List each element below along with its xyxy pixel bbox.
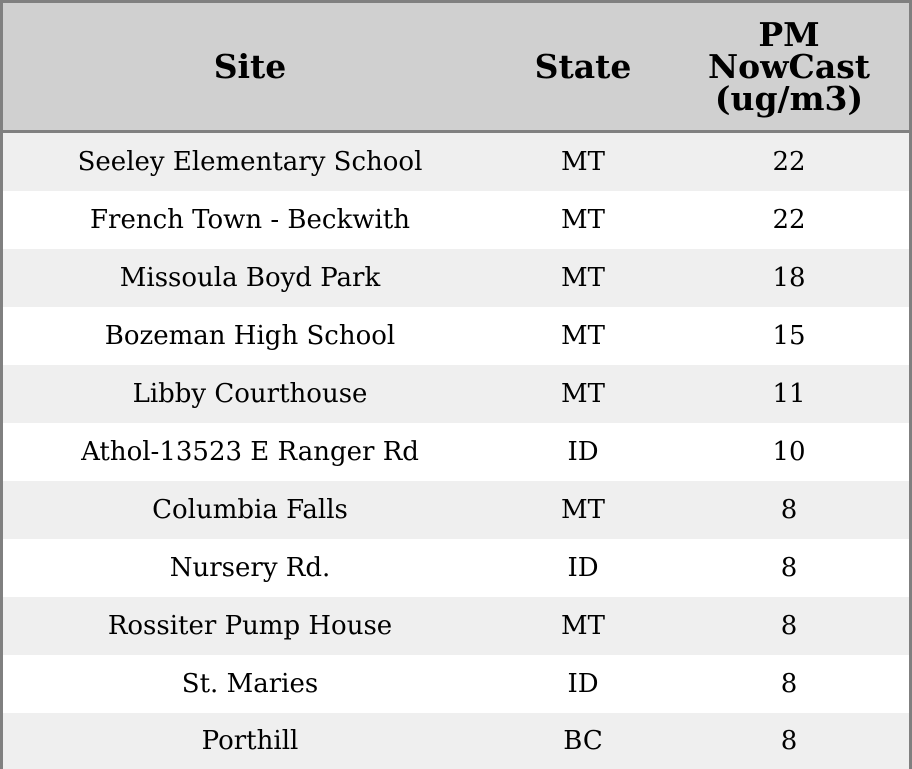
cell-site: Columbia Falls [152,495,348,525]
cell-state: MT [561,611,605,641]
cell-state: MT [561,321,605,351]
cell-pm-nowcast: 10 [772,437,806,467]
cell-site: Nursery Rd. [169,553,331,583]
table-row [3,539,909,597]
table-row [3,655,909,713]
cell-site: French Town - Beckwith [89,205,411,235]
cell-pm-nowcast: 22 [772,205,806,235]
header-pm-line2: NowCast [707,46,871,86]
cell-state: MT [561,263,605,293]
cell-pm-nowcast: 18 [772,263,806,293]
cell-site: Seeley Elementary School [77,147,423,177]
cell-state: ID [567,437,599,467]
header-state [497,3,669,130]
cell-site: Porthill [201,726,299,756]
cell-state: ID [567,669,599,699]
cell-site: Libby Courthouse [132,379,368,409]
header-pm-line1: PM [758,14,820,54]
table-row [3,191,909,249]
cell-pm-nowcast: 8 [780,726,798,756]
table-row [3,597,909,655]
table-row [3,365,909,423]
cell-state: MT [561,147,605,177]
cell-state: ID [567,553,599,583]
cell-pm-nowcast: 22 [772,147,806,177]
header-pm-line3: (ug/m3) [714,78,864,118]
cell-pm-nowcast: 8 [780,495,798,525]
table-row [3,713,909,769]
cell-pm-nowcast: 8 [780,669,798,699]
header-site [3,3,497,130]
table-row [3,481,909,539]
cell-state: MT [561,495,605,525]
cell-state: MT [561,379,605,409]
table-header [3,3,909,133]
cell-site: Bozeman High School [104,321,396,351]
cell-pm-nowcast: 11 [772,379,806,409]
cell-pm-nowcast: 8 [780,553,798,583]
cell-state: BC [563,726,603,756]
table-row [3,133,909,191]
cell-pm-nowcast: 15 [772,321,806,351]
cell-site: Rossiter Pump House [107,611,393,641]
cell-pm-nowcast: 8 [780,611,798,641]
cell-site: St. Maries [181,669,319,699]
table-row [3,249,909,307]
header-state-label: State [534,46,632,86]
cell-site: Athol-13523 E Ranger Rd [81,437,419,467]
header-site-label: Site [213,46,287,86]
cell-state: MT [561,205,605,235]
table-row [3,423,909,481]
table-row [3,307,909,365]
cell-site: Missoula Boyd Park [119,263,381,293]
header-pm-nowcast [669,3,909,130]
